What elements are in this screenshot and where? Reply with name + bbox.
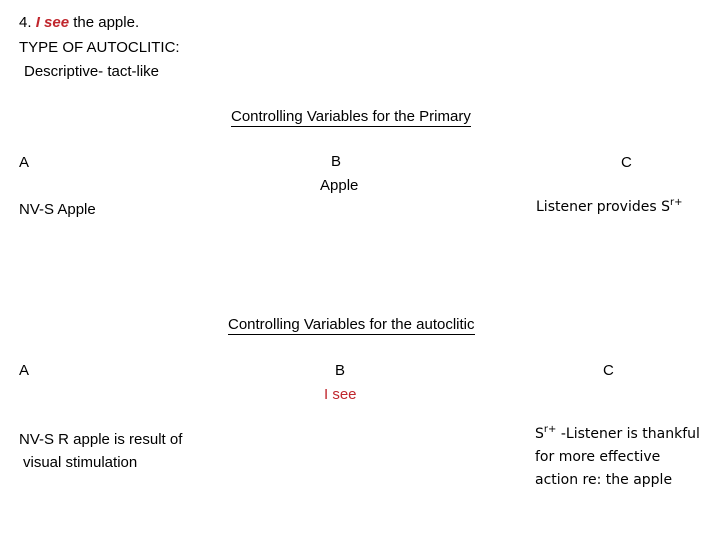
autoclitic-col-c: C bbox=[603, 362, 614, 379]
sentence-rest: the apple. bbox=[69, 14, 140, 31]
primary-heading: Controlling Variables for the Primary bbox=[231, 108, 471, 125]
reinforcement-superscript: r+ bbox=[543, 424, 557, 435]
autoclitic-type-label: TYPE OF AUTOCLITIC: bbox=[19, 39, 180, 56]
autoclitic-col-b: B bbox=[335, 362, 346, 379]
autoclitic-heading: Controlling Variables for the autoclitic bbox=[228, 316, 475, 333]
item-number: 4. bbox=[19, 14, 32, 31]
primary-col-a: A bbox=[19, 154, 30, 171]
autoclitic-col-a: A bbox=[19, 362, 30, 379]
autoclitic-c-s: S bbox=[535, 426, 544, 442]
autoclitic-c-text: -Listener is thankful bbox=[556, 426, 700, 442]
autoclitic-a-line1: NV-S R apple is result of bbox=[19, 431, 183, 448]
autoclitic-c-line3: action re: the apple bbox=[535, 472, 673, 488]
sentence-line bbox=[19, 14, 139, 32]
autoclitic-c-line2: for more effective bbox=[535, 449, 661, 465]
primary-a-value: NV-S Apple bbox=[19, 201, 96, 218]
autoclitic-type-value: Descriptive- tact-like bbox=[24, 63, 160, 80]
autoclitic-a-line2: visual stimulation bbox=[23, 454, 138, 471]
autoclitic-b-value: I see bbox=[324, 386, 357, 403]
primary-c-text: Listener provides S bbox=[536, 199, 670, 215]
autoclitic-c-line1 bbox=[535, 423, 700, 446]
emphasized-phrase: I see bbox=[35, 14, 70, 31]
primary-b-value: Apple bbox=[320, 177, 359, 194]
primary-col-b: B bbox=[331, 153, 342, 170]
reinforcement-superscript: r+ bbox=[669, 197, 683, 208]
primary-c-value bbox=[536, 196, 682, 219]
primary-col-c: C bbox=[621, 154, 632, 171]
